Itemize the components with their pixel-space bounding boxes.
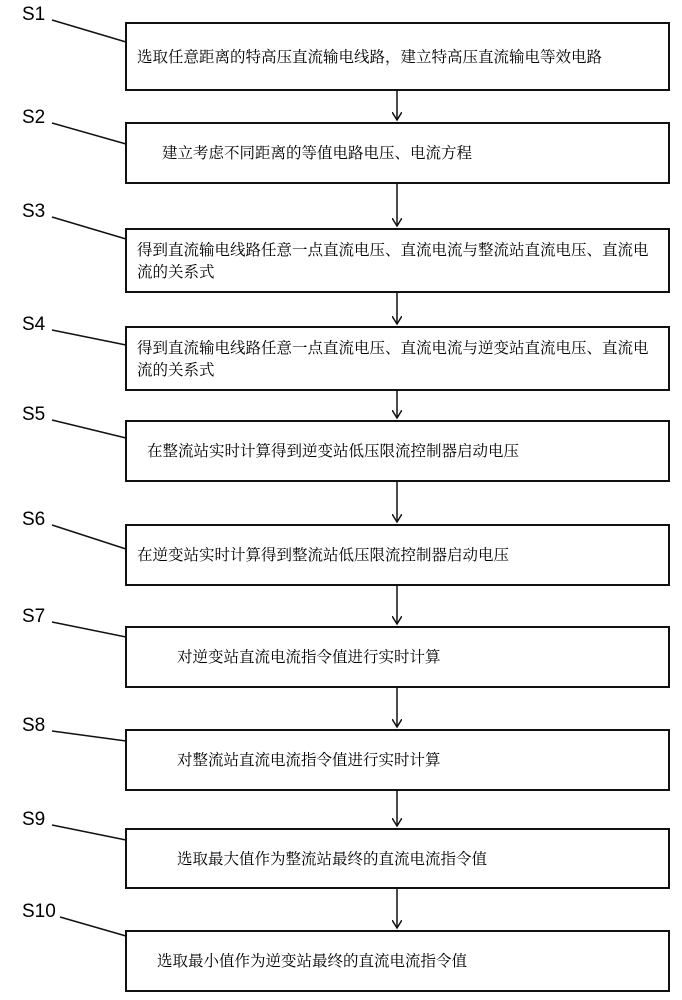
leader-s2	[52, 123, 126, 144]
step-label-s9: S9	[22, 809, 46, 830]
leader-s1	[52, 20, 126, 42]
step-box-s9	[125, 828, 670, 889]
step-label-s10: S10	[22, 901, 56, 922]
step-label-s5: S5	[22, 404, 46, 425]
step-text-s9: 选取最大值作为整流站最终的直流电流指令值	[177, 849, 488, 868]
step-box-s3	[125, 228, 670, 293]
leader-s9	[52, 825, 126, 840]
leader-s6	[52, 525, 126, 549]
step-box-s4	[125, 326, 670, 391]
step-label-s4: S4	[22, 314, 46, 335]
step-box-s5	[125, 420, 670, 482]
step-text-s7: 对逆变站直流电流指令值进行实时计算	[177, 648, 441, 666]
step-box-s7	[125, 626, 670, 688]
step-text-s10: 选取最小值作为逆变站最终的直流电流指令值	[157, 952, 468, 970]
leader-s4	[52, 330, 126, 345]
step-text-s4: 得到直流输电线路任意一点直流电压、直流电流与逆变站直流电压、直流电流的关系式	[137, 338, 649, 379]
step-label-s1: S1	[22, 4, 46, 25]
step-box-s6	[125, 524, 670, 586]
step-label-s2: S2	[22, 107, 46, 128]
step-label-s7: S7	[22, 606, 46, 627]
leader-s7	[52, 622, 126, 637]
step-text-s5: 在整流站实时计算得到逆变站低压限流控制器启动电压	[147, 442, 520, 460]
step-text-s2: 建立考虑不同距离的等值电路电压、电流方程	[162, 144, 473, 162]
leader-s3	[52, 217, 126, 239]
step-label-s8: S8	[22, 715, 46, 736]
step-box-s2	[125, 122, 670, 184]
step-text-s1: 选取任意距离的特高压直流输电线路，建立特高压直流输电等效电路	[137, 47, 603, 66]
step-box-s8	[125, 729, 670, 791]
step-text-s3: 得到直流输电线路任意一点直流电压、直流电流与整流站直流电压、直流电流的关系式	[137, 240, 649, 281]
leader-s10	[60, 917, 126, 936]
step-box-s1	[125, 22, 670, 91]
leader-s5	[52, 420, 126, 438]
step-text-s8: 对整流站直流电流指令值进行实时计算	[177, 751, 441, 769]
leader-s8	[52, 731, 126, 741]
step-label-s3: S3	[22, 201, 46, 222]
step-text-s6: 在逆变站实时计算得到整流站低压限流控制器启动电压	[137, 546, 510, 564]
step-label-s6: S6	[22, 509, 46, 530]
step-box-s10	[125, 930, 670, 992]
